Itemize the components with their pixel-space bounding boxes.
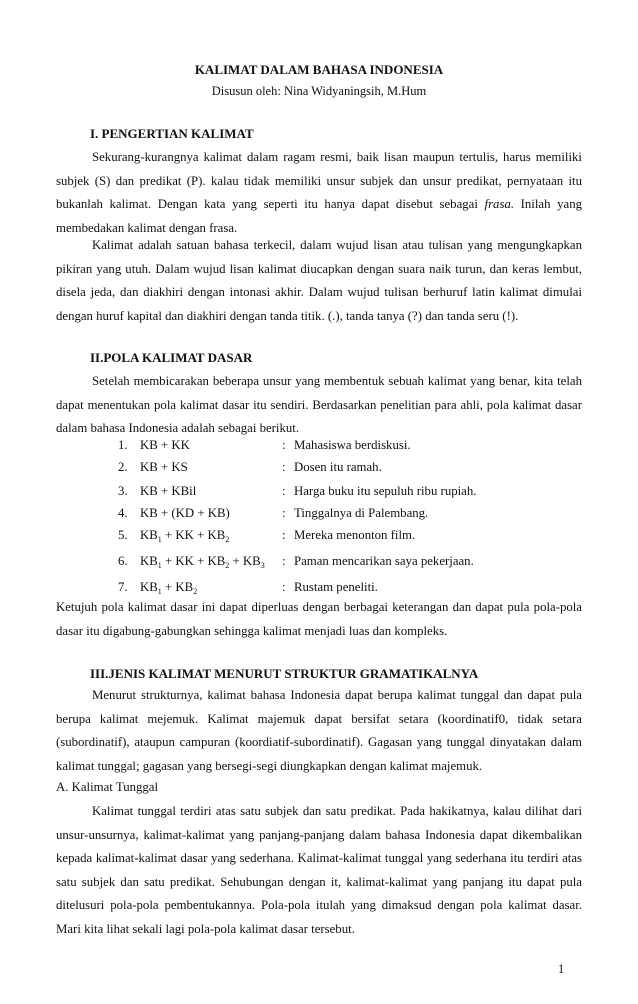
pattern-number: 4.: [118, 506, 128, 520]
pattern-colon: :: [282, 438, 286, 452]
pattern-number: 7.: [118, 580, 128, 594]
paragraph-pola-intro: Setelah membicarakan beberapa unsur yang membentuk sebuah kalimat yang benar, kita telah dapat menentukan pola kalimat dasar itu sendiri. Berdasarkan penelitian para ahli, pola kalimat dasar dalam bahasa Indonesia adalah sebagai berikut.: [56, 374, 582, 436]
list-item: [118, 528, 588, 550]
paragraph-text: Sekurang-kurangnya kalimat dalam ragam resmi, baik lisan maupun tertulis, harus memiliki subjek (S) dan predikat (P). kalau tidak memiliki unsur subjek dan unsur predikat, pernyataan itu bukanlah kalimat. Dengan kata yang seperti itu hanya dapat disebut sebagai: [56, 150, 582, 212]
pattern-formula: KB + (KD + KB): [140, 506, 230, 520]
pattern-colon: :: [282, 554, 286, 568]
pattern-colon: :: [282, 460, 286, 474]
pattern-number: 2.: [118, 460, 128, 474]
pattern-formula: KB + KS: [140, 460, 188, 474]
pattern-number: 1.: [118, 438, 128, 452]
pattern-number: 3.: [118, 484, 128, 498]
pattern-formula: $KB_1$ + KK + $KB_2$: [140, 528, 230, 544]
pattern-example: Tinggalnya di Palembang.: [294, 506, 429, 520]
paragraph-emphasis: frasa.: [484, 197, 515, 212]
author-line: Disusun oleh: Nina Widyaningsih, M.Hum: [211, 84, 427, 98]
section-heading-pengertian: I. PENGERTIAN KALIMAT: [90, 126, 254, 141]
list-item: [118, 484, 588, 506]
pattern-colon: :: [282, 506, 286, 520]
list-item: [118, 554, 588, 576]
pattern-formula: $KB_1 + KB_2$: [140, 580, 198, 596]
paragraph-kalimat-tunggal: Kalimat tunggal terdiri atas satu subjek dan satu predikat. Pada hakikatnya, kalau dilihat dari unsur-unsurnya, kalimat-kalimat yang panjang-panjang dalam bahasa Indonesia dapat dikembalikan kepada kalimat-kalimat dasar yang sederhana. Kalimat-kalimat tunggal yang sederhana itu terdiri atas satu subjek dan satu predikat. Sehubungan dengan it, kalimat-kalimat yang panjang itu dapat pula ditelusuri pola-pola pembentukannya. Pola-pola itulah yang dimaksud dengan pola kalimat dasar. Mari kita lihat sekali lagi pola-pola kalimat dasar tersebut.: [56, 804, 582, 936]
list-item: [118, 438, 588, 460]
pattern-number: 5.: [118, 528, 128, 542]
pattern-example: Harga buku itu sepuluh ribu rupiah.: [294, 484, 477, 498]
pattern-formula: KB + KK: [140, 438, 190, 452]
subsection-label-kalimat-tunggal: A. Kalimat Tunggal: [56, 780, 159, 794]
paragraph-pengertian-2: Kalimat adalah satuan bahasa terkecil, dalam wujud lisan atau tulisan yang mengungkapkan pikiran yang utuh. Dalam wujud lisan kalimat diucapkan dengan suara naik turun, dan keras lembut, disela jeda, dan diakhiri dengan intonasi akhir. Dalam wujud tulisan berhuruf latin kalimat dimulai dengan huruf kapital dan diakhiri dengan tanda titik. (.), tanda tanya (?) dan tanda seru (!).: [56, 238, 582, 323]
paragraph-text: Inilah yang membedakan kalimat dengan frasa.: [56, 197, 582, 235]
paragraph-pengertian-1: [56, 146, 582, 240]
section-heading-jenis: III.JENIS KALIMAT MENURUT STRUKTUR GRAMATIKALNYA: [90, 666, 479, 681]
document-title: KALIMAT DALAM BAHASA INDONESIA: [194, 62, 444, 77]
page-number: 1: [558, 962, 565, 976]
pattern-example: Dosen itu ramah.: [294, 460, 382, 474]
list-item: [118, 460, 588, 482]
pattern-example: Paman mencarikan saya pekerjaan.: [294, 554, 474, 568]
pattern-colon: :: [282, 528, 286, 542]
pattern-formula: $KB_1$ + KK + $KB_2 + KB_3$: [140, 554, 265, 570]
pattern-example: Rustam peneliti.: [294, 580, 378, 594]
pattern-example: Mereka menonton film.: [294, 528, 416, 542]
pattern-number: 6.: [118, 554, 128, 568]
section-heading-pola: II.POLA KALIMAT DASAR: [90, 350, 253, 365]
pattern-colon: :: [282, 580, 286, 594]
pattern-colon: :: [282, 484, 286, 498]
pattern-example: Mahasiswa berdiskusi.: [294, 438, 411, 452]
paragraph-pola-outro: Ketujuh pola kalimat dasar ini dapat diperluas dengan berbagai keterangan dan dapat pula pola-pola dasar itu digabung-gabungkan sehingga kalimat menjadi luas dan kompleks.: [56, 600, 582, 638]
pattern-formula: KB + KBil: [140, 484, 197, 498]
list-item: [118, 506, 588, 528]
paragraph-jenis-intro: Menurut strukturnya, kalimat bahasa Indonesia dapat berupa kalimat tunggal dan dapat pula berupa kalimat mejemuk. Kalimat majemuk dapat bersifat setara (koordinatif0, tidak setara (subordinatif), ataupun campuran (koordiatif-subordinatif). Gagasan yang tunggal dinyatakan dalam kalimat tunggal; gagasan yang bersegi-segi diungkapkan dengan kalimat majemuk.: [56, 688, 582, 773]
